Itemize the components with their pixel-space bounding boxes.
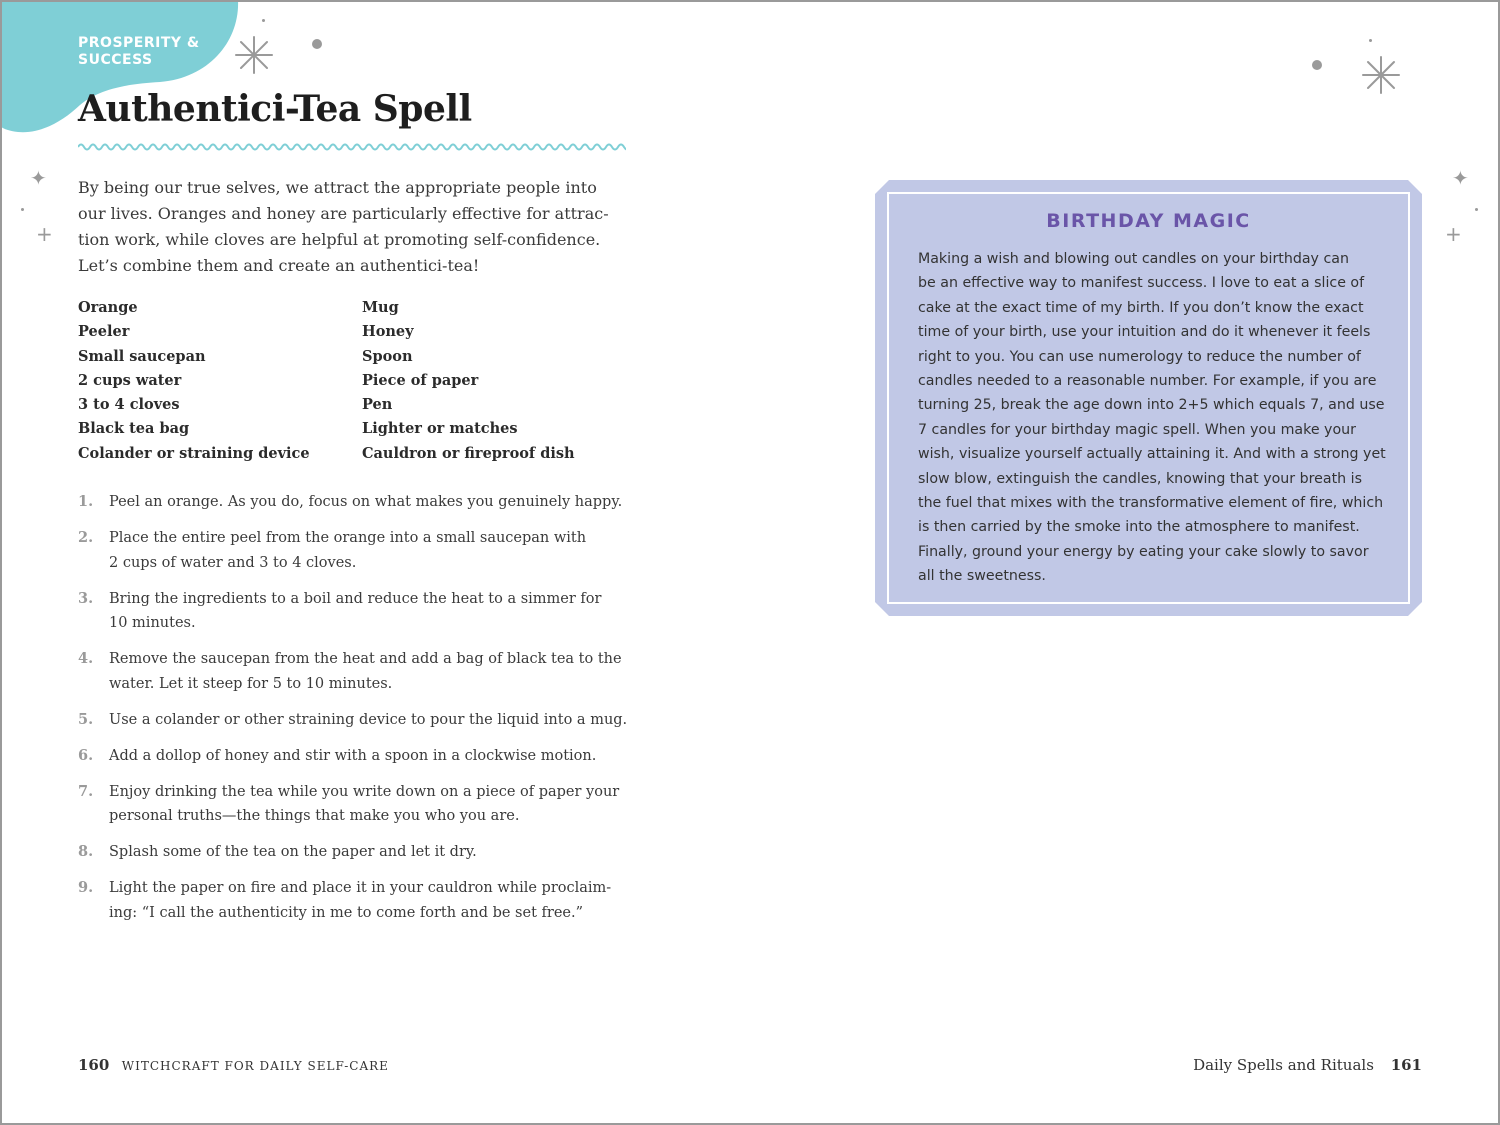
sidebar-line: slow blow, extinguish the candles, knowing that your breath is bbox=[918, 470, 1362, 487]
step-number: 8. bbox=[78, 843, 94, 860]
page-number: 161 bbox=[1390, 1056, 1422, 1074]
sparkle-star-icon: ✦ bbox=[1452, 166, 1469, 190]
step-text: Light the paper on fire and place it in your cauldron while proclaim- bbox=[109, 880, 612, 896]
step-number: 9. bbox=[78, 879, 94, 896]
sidebar-line: Finally, ground your energy by eating your cake slowly to savor bbox=[918, 543, 1369, 560]
step-text: 2 cups of water and 3 to 4 cloves. bbox=[109, 554, 357, 571]
sidebar-title: BIRTHDAY MAGIC bbox=[1046, 210, 1251, 232]
step-item bbox=[78, 780, 638, 829]
material-item: 2 cups water bbox=[78, 371, 182, 389]
sidebar-line: Making a wish and blowing out candles on your birthday can bbox=[918, 251, 1349, 267]
sidebar-line: 7 candles for your birthday magic spell. When you make your bbox=[918, 421, 1356, 438]
decor-dot-small bbox=[21, 208, 24, 211]
materials-list bbox=[78, 296, 638, 466]
step-number: 3. bbox=[78, 589, 94, 607]
step-number: 7. bbox=[78, 782, 94, 800]
step-text: water. Let it steep for 5 to 10 minutes. bbox=[109, 675, 393, 692]
step-number: 4. bbox=[78, 650, 94, 667]
step-text: personal truths—the things that make you who you are. bbox=[109, 808, 520, 824]
step-item bbox=[78, 876, 638, 925]
material-item: Cauldron or fireproof dish bbox=[362, 444, 575, 462]
step-text: Enjoy drinking the tea while you write down on a piece of paper your bbox=[109, 783, 620, 800]
step-text: Remove the saucepan from the heat and add a bag of black tea to the bbox=[109, 651, 622, 667]
material-item: Honey bbox=[362, 323, 414, 341]
sidebar-line: all the sweetness. bbox=[918, 568, 1046, 585]
step-number: 5. bbox=[78, 710, 94, 728]
step-item bbox=[78, 744, 638, 769]
intro-line: By being our true selves, we attract the appropriate people into bbox=[78, 178, 597, 197]
step-text: ing: “I call the authenticity in me to come forth and be set free.” bbox=[109, 904, 583, 921]
sidebar-line: cake at the exact time of my birth. If you don’t know the exact bbox=[918, 299, 1364, 316]
decor-dot bbox=[312, 39, 322, 49]
step-number: 1. bbox=[78, 493, 94, 510]
sidebar-line: be an effective way to manifest success. I love to eat a slice of bbox=[918, 275, 1365, 292]
step-text: Add a dollop of honey and stir with a spoon in a clockwise motion. bbox=[109, 747, 597, 764]
book-title: WITCHCRAFT FOR DAILY SELF-CARE bbox=[121, 1059, 389, 1073]
sidebar-line: wish, visualize yourself actually attaining it. And with a strong yet bbox=[918, 446, 1386, 463]
sidebar-line: candles needed to a reasonable number. For example, if you are bbox=[918, 373, 1377, 390]
category-label: PROSPERITY & SUCCESS bbox=[78, 35, 200, 68]
steps-list bbox=[78, 490, 638, 937]
material-item: Pen bbox=[362, 396, 393, 414]
step-text: Use a colander or other straining device to pour the liquid into a mug. bbox=[109, 711, 628, 728]
sparkle-plus-icon: + bbox=[36, 222, 53, 246]
material-item: Mug bbox=[362, 299, 399, 316]
sidebar-line: right to you. You can use numerology to reduce the number of bbox=[918, 348, 1361, 365]
step-item bbox=[78, 708, 638, 733]
decor-dot-small bbox=[1369, 39, 1372, 42]
asterisk-sparkle-icon bbox=[234, 35, 274, 75]
material-item: 3 to 4 cloves bbox=[78, 396, 180, 414]
page-title: Authentici-Tea Spell bbox=[78, 88, 472, 130]
material-item: Peeler bbox=[78, 323, 130, 341]
footer-right bbox=[1193, 1056, 1422, 1074]
step-text: 10 minutes. bbox=[109, 615, 196, 631]
step-number: 2. bbox=[78, 529, 94, 546]
sparkle-plus-icon: + bbox=[1445, 222, 1462, 246]
material-item: Spoon bbox=[362, 347, 413, 365]
section-title: Daily Spells and Rituals bbox=[1193, 1056, 1374, 1074]
step-text: Place the entire peel from the orange into a small saucepan with bbox=[109, 530, 587, 546]
sidebar-body bbox=[918, 247, 1408, 589]
material-item: Lighter or matches bbox=[362, 420, 518, 438]
footer-left bbox=[78, 1056, 389, 1074]
material-item: Small saucepan bbox=[78, 347, 206, 365]
material-item: Colander or straining device bbox=[78, 444, 310, 462]
step-item bbox=[78, 647, 638, 696]
intro-line: tion work, while cloves are helpful at promoting self-confidence. bbox=[78, 230, 601, 249]
material-item: Black tea bag bbox=[78, 420, 190, 438]
asterisk-sparkle-icon bbox=[1361, 55, 1401, 95]
sidebar-line: is then carried by the smoke into the atmosphere to manifest. bbox=[918, 519, 1360, 536]
step-text: Bring the ingredients to a boil and reduce the heat to a simmer for bbox=[109, 590, 602, 607]
material-item: Piece of paper bbox=[362, 371, 479, 389]
intro-line: our lives. Oranges and honey are particularly effective for attrac- bbox=[78, 204, 609, 223]
intro-paragraph bbox=[78, 175, 626, 279]
step-text: Splash some of the tea on the paper and let it dry. bbox=[109, 844, 477, 860]
decor-dot bbox=[1312, 60, 1322, 70]
step-item bbox=[78, 490, 638, 515]
step-item bbox=[78, 840, 638, 865]
step-text: Peel an orange. As you do, focus on what makes you genuinely happy. bbox=[109, 494, 623, 510]
intro-line: Let’s combine them and create an authentici-tea! bbox=[78, 256, 480, 275]
decor-dot-small bbox=[262, 19, 265, 22]
step-item bbox=[78, 587, 638, 636]
step-number: 6. bbox=[78, 746, 94, 764]
material-item: Orange bbox=[78, 299, 138, 316]
step-item bbox=[78, 526, 638, 575]
sidebar-line: the fuel that mixes with the transformative element of fire, which bbox=[918, 495, 1384, 512]
sidebar-line: turning 25, break the age down into 2+5 which equals 7, and use bbox=[918, 397, 1385, 414]
decor-dot-small bbox=[1475, 208, 1478, 211]
sidebar-line: time of your birth, use your intuition and do it whenever it feels bbox=[918, 324, 1371, 341]
sparkle-star-icon: ✦ bbox=[30, 166, 47, 190]
wavy-divider bbox=[78, 140, 626, 154]
page-number: 160 bbox=[78, 1056, 110, 1074]
